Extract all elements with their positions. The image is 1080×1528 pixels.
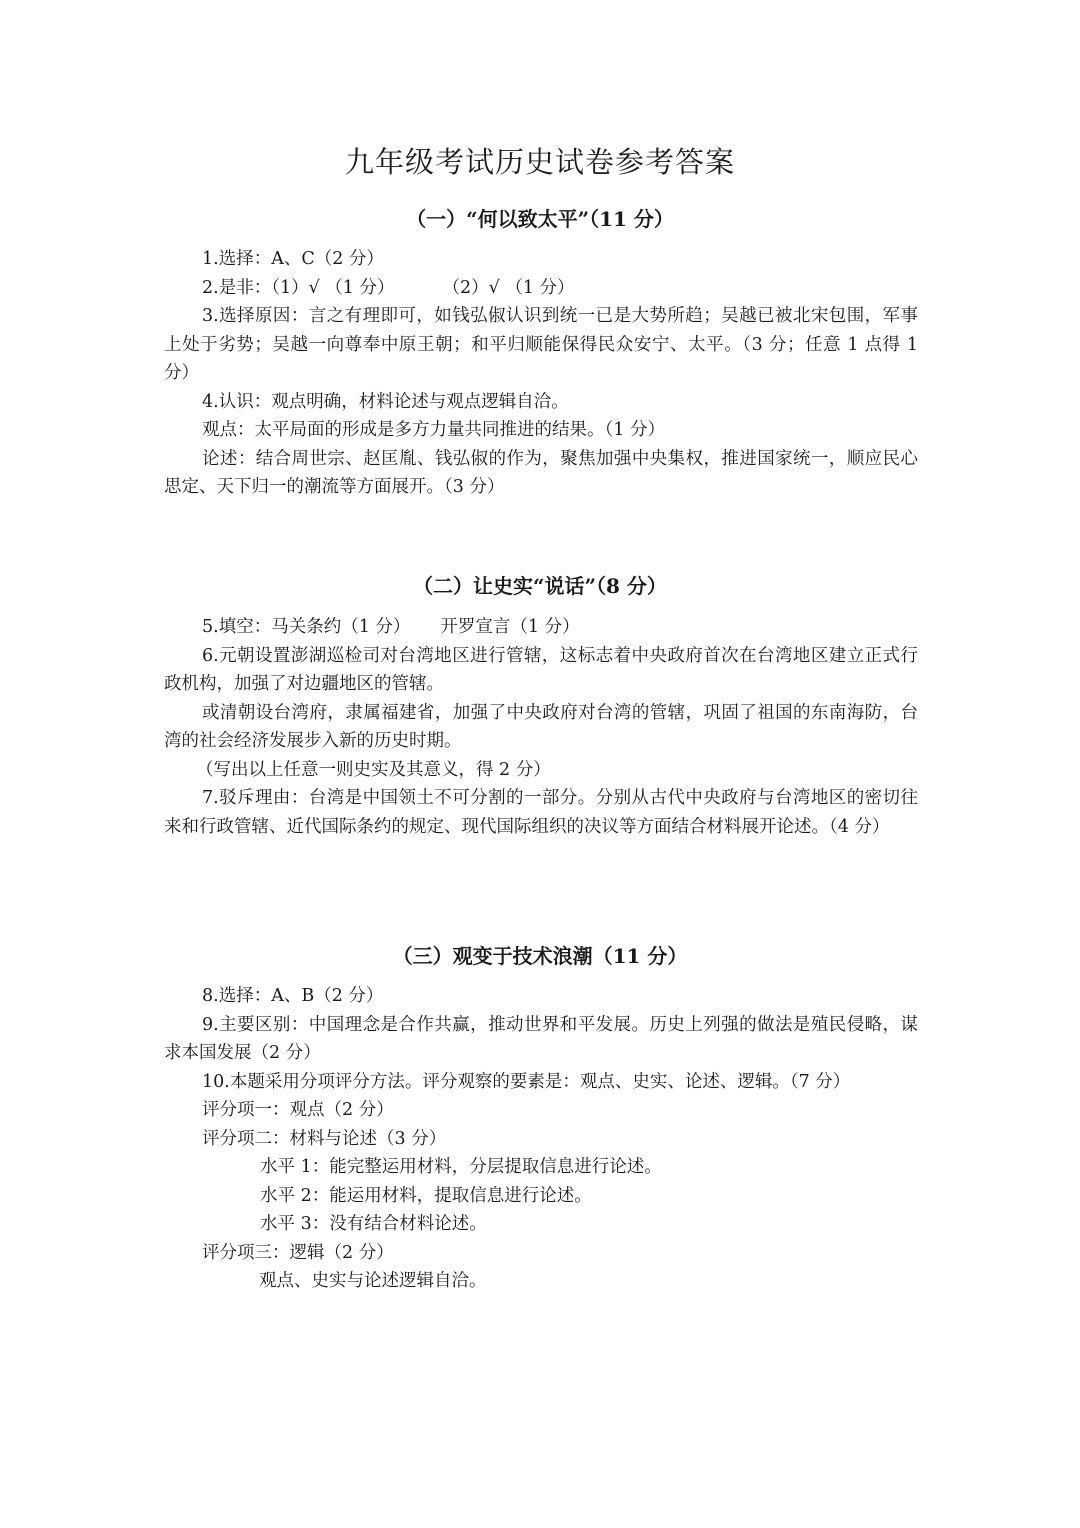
section-1-body [164, 245, 918, 502]
answer-q5-part1: 5.填空：马关条约（1 分） [202, 617, 411, 637]
section-2-body [164, 613, 918, 841]
scoring-item-1: 评分项一：观点（2 分） [202, 1100, 394, 1120]
answer-q4: 4.认识：观点明确，材料论述与观点逻辑自洽。 [202, 391, 569, 412]
section-3-heading: （三）观变于技术浪潮（11 分） [392, 944, 688, 968]
answer-q2 [164, 274, 918, 303]
answer-q3: 3.选择原因：言之有理即可，如钱弘俶认识到统一已是大势所趋；吴越已被北宋包围，军事上处于劣势；吴越一向尊奉中原王朝；和平归顺能保得民众安宁、太平。（3 分；任意 1 点得 1 分） [164, 306, 918, 383]
answer-q6-note: （写出以上任意一则史实及其意义，得 2 分） [196, 759, 551, 780]
section-3-body [164, 982, 918, 1296]
answer-argument: 论述：结合周世宗、赵匡胤、钱弘俶的作为，聚焦加强中央集权，推进国家统一，顺应民心思定、天下归一的潮流等方面展开。（3 分） [164, 448, 918, 497]
answer-q2-part1: 2.是非：（1）√ （1 分） [202, 277, 395, 298]
scoring-item-2: 评分项二：材料与论述（3 分） [202, 1128, 447, 1149]
section-1-heading: （一）“何以致太平”（11 分） [406, 207, 674, 231]
scoring-level-3: 水平 3：没有结合材料论述。 [260, 1214, 487, 1234]
answer-q8: 8.选择：A、B（2 分） [202, 986, 384, 1006]
answer-q6-alt: 或清朝设台湾府，隶属福建省，加强了中央政府对台湾的管辖，巩固了祖国的东南海防，台湾的社会经济发展步入新的历史时期。 [164, 702, 918, 751]
answer-q5 [164, 613, 918, 642]
scoring-level-1: 水平 1：能完整运用材料，分层提取信息进行论述。 [260, 1157, 662, 1177]
answer-q6: 6.元朝设置澎湖巡检司对台湾地区进行管辖，这标志着中央政府首次在台湾地区建立正式行政机构，加强了对边疆地区的管辖。 [164, 645, 918, 694]
answer-q1: 1.选择：A、C（2 分） [202, 249, 384, 269]
answer-q10: 10.本题采用分项评分方法。评分观察的要素是：观点、史实、论述、逻辑。（7 分） [202, 1071, 851, 1092]
scoring-item-3: 评分项三：逻辑（2 分） [202, 1242, 394, 1263]
scoring-item-3-desc: 观点、史实与论述逻辑自洽。 [259, 1271, 487, 1291]
section-2-heading: （二）让史实“说话”（8 分） [413, 574, 667, 598]
answer-q9: 9.主要区别：中国理念是合作共赢，推动世界和平发展。历史上列强的做法是殖民侵略，谋求本国发展（2 分） [164, 1014, 918, 1063]
page-title: 九年级考试历史试卷参考答案 [344, 145, 735, 179]
answer-q5-part2: 开罗宣言（1 分） [440, 617, 580, 637]
answer-q2-part2: （2）√ （1 分） [442, 277, 575, 298]
scoring-level-2: 水平 2：能运用材料，提取信息进行论述。 [260, 1185, 592, 1206]
answer-q7: 7.驳斥理由：台湾是中国领土不可分割的一部分。分别从古代中央政府与台湾地区的密切往来和行政管辖、近代国际条约的规定、现代国际组织的决议等方面结合材料展开论述。（4 分） [164, 788, 918, 837]
answer-viewpoint: 观点：太平局面的形成是多方力量共同推进的结果。（1 分） [202, 420, 665, 440]
